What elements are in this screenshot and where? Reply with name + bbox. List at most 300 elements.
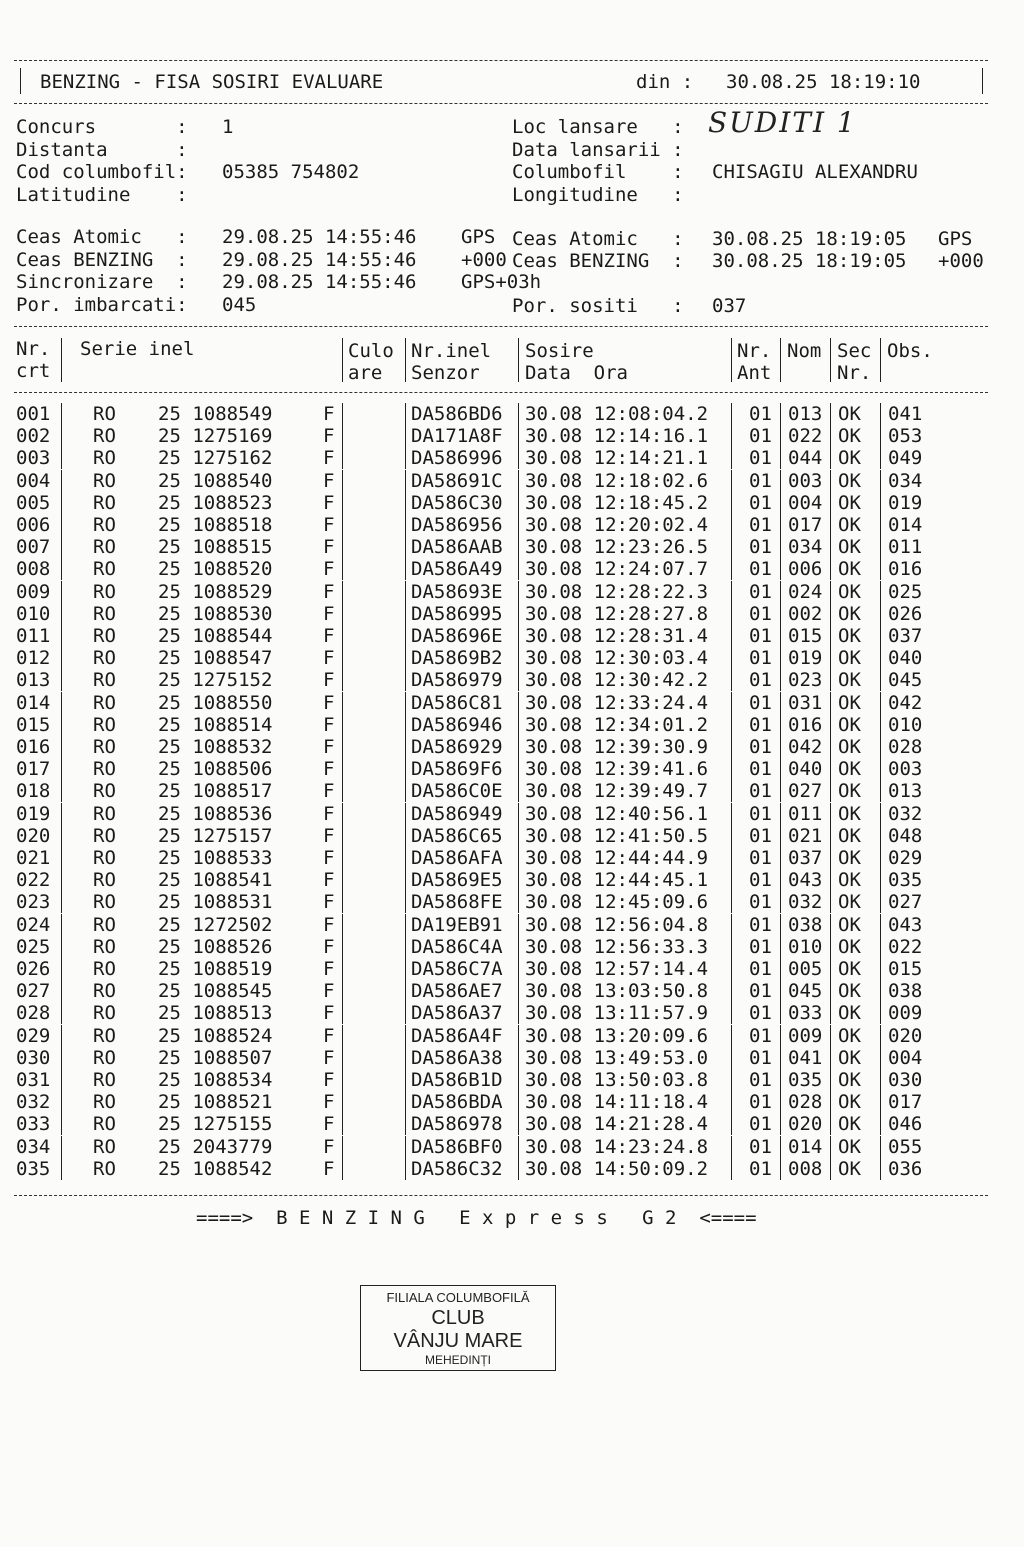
cell-sec-nr: OK (838, 1157, 861, 1180)
col-separator (518, 692, 519, 714)
col-separator (61, 425, 62, 447)
table-row (0, 1002, 1024, 1024)
col-separator (405, 447, 406, 469)
cell-nr-crt: 017 (16, 758, 51, 781)
cell-sosire: 30.08 12:30:03.4 (525, 647, 709, 670)
col-separator (830, 1025, 831, 1047)
col-separator (731, 914, 732, 936)
col-separator (830, 1047, 831, 1069)
col-separator (61, 758, 62, 780)
cell-nom: 004 (788, 491, 823, 514)
cell-nom: 043 (788, 869, 823, 892)
cell-sec-nr: OK (838, 891, 861, 914)
cell-culoare: F (323, 1002, 335, 1025)
col-separator (780, 736, 781, 758)
cell-nr-crt: 026 (16, 958, 51, 980)
cell-nom: 015 (788, 625, 823, 647)
cell-nr-crt: 035 (16, 1157, 51, 1180)
cell-sosire: 30.08 13:50:03.8 (525, 1069, 709, 1091)
cell-serie-country: RO (93, 491, 116, 514)
cell-sec-nr: OK (838, 447, 861, 470)
cell-culoare: F (323, 1024, 335, 1047)
col-separator (518, 669, 519, 691)
col-separator (880, 980, 881, 1002)
cell-obs: 011 (888, 536, 923, 559)
cell-obs: 013 (888, 780, 923, 803)
col-separator (405, 492, 406, 514)
info-label: Longitudine : (512, 183, 684, 206)
cell-sosire: 30.08 12:57:14.4 (525, 958, 709, 980)
cell-serie-country: RO (93, 469, 116, 492)
col-separator (518, 447, 519, 469)
cell-sec-nr: OK (838, 1024, 861, 1047)
divider (14, 1195, 988, 1196)
clock-value: 30.08.25 18:19:05 (712, 250, 907, 272)
cell-serie-inel: 25 1088506 (158, 758, 273, 781)
cell-sec-nr: OK (838, 403, 861, 425)
cell-culoare: F (323, 491, 335, 514)
cell-obs: 028 (888, 736, 923, 758)
report-title: BENZING - FISA SOSIRI EVALUARE (40, 71, 384, 93)
cell-nom: 020 (788, 1113, 823, 1136)
col-separator (405, 581, 406, 603)
col-separator (880, 338, 881, 382)
cell-nr-ant: 01 (749, 913, 772, 936)
col-separator (518, 891, 519, 913)
cell-culoare: F (323, 403, 335, 425)
cell-nr-inel-senzor: DA586C30 (411, 491, 503, 514)
cell-nr-crt: 030 (16, 1046, 51, 1069)
cell-culoare: F (323, 736, 335, 758)
cell-sec-nr: OK (838, 691, 861, 714)
cell-sosire: 30.08 12:41:50.5 (525, 824, 709, 847)
club-stamp (360, 1285, 556, 1371)
cell-sec-nr: OK (838, 736, 861, 758)
cell-serie-inel: 25 1088532 (158, 736, 273, 758)
cell-serie-inel: 25 1088520 (158, 558, 273, 581)
col-separator (61, 625, 62, 647)
col-separator (61, 558, 62, 580)
table-row (0, 403, 1024, 425)
divider (14, 60, 988, 61)
col-separator (405, 891, 406, 913)
col-separator (731, 338, 732, 382)
cell-nr-crt: 021 (16, 847, 51, 869)
col-separator (518, 1091, 519, 1113)
cell-nom: 005 (788, 958, 823, 980)
col-separator (61, 492, 62, 514)
cell-nr-crt: 018 (16, 780, 51, 803)
col-separator (342, 980, 343, 1002)
col-separator (780, 758, 781, 780)
col-separator (342, 736, 343, 758)
col-separator (780, 514, 781, 536)
cell-nom: 041 (788, 1046, 823, 1069)
cell-nom: 035 (788, 1069, 823, 1091)
col-separator (518, 780, 519, 802)
col-separator (405, 825, 406, 847)
cell-nr-inel-senzor: DA586C32 (411, 1157, 503, 1180)
cell-sec-nr: OK (838, 758, 861, 781)
cell-sec-nr: OK (838, 536, 861, 559)
cell-culoare: F (323, 425, 335, 448)
col-separator (518, 1158, 519, 1180)
cell-culoare: F (323, 958, 335, 980)
cell-sec-nr: OK (838, 713, 861, 736)
cell-sec-nr: OK (838, 491, 861, 514)
cell-culoare: F (323, 780, 335, 803)
col-separator (830, 847, 831, 869)
col-separator (518, 803, 519, 825)
col-separator (880, 803, 881, 825)
cell-sec-nr: OK (838, 980, 861, 1003)
cell-serie-inel: 25 1088518 (158, 514, 273, 536)
cell-nr-ant: 01 (749, 536, 772, 559)
col-separator (342, 338, 343, 382)
cell-serie-country: RO (93, 1113, 116, 1136)
col-separator (518, 603, 519, 625)
col-separator (830, 558, 831, 580)
info-label: Concurs : (16, 116, 188, 138)
cell-serie-inel: 25 1275152 (158, 669, 273, 692)
cell-nom: 002 (788, 602, 823, 625)
col-separator (830, 714, 831, 736)
cell-nr-crt: 012 (16, 647, 51, 670)
cell-obs: 015 (888, 958, 923, 980)
col-separator (61, 891, 62, 913)
col-separator (342, 958, 343, 980)
col-separator (61, 514, 62, 536)
col-separator (830, 980, 831, 1002)
cell-sosire: 30.08 12:56:33.3 (525, 935, 709, 958)
cell-culoare: F (323, 602, 335, 625)
col-separator (61, 869, 62, 891)
info-value: CHISAGIU ALEXANDRU (712, 161, 918, 183)
table-row (0, 914, 1024, 936)
cell-nr-ant: 01 (749, 1135, 772, 1158)
col-separator (780, 625, 781, 647)
cell-culoare: F (323, 758, 335, 781)
cell-serie-country: RO (93, 425, 116, 448)
col-separator (342, 1113, 343, 1135)
col-separator (830, 1136, 831, 1158)
col-separator (405, 936, 406, 958)
cell-obs: 046 (888, 1113, 923, 1136)
col-separator (518, 470, 519, 492)
col-separator (880, 914, 881, 936)
cell-sec-nr: OK (838, 514, 861, 536)
cell-obs: 025 (888, 580, 923, 603)
cell-nr-inel-senzor: DA586C65 (411, 824, 503, 847)
cell-nr-ant: 01 (749, 869, 772, 892)
cell-nr-crt: 001 (16, 403, 51, 425)
col-separator (518, 1002, 519, 1024)
clock-value: 045 (222, 293, 257, 316)
col-separator (405, 914, 406, 936)
cell-nr-inel-senzor: DA586929 (411, 736, 503, 758)
clock-value: 037 (712, 295, 747, 317)
col-separator (61, 914, 62, 936)
col-separator (405, 425, 406, 447)
cell-nr-ant: 01 (749, 1024, 772, 1047)
clock-value: 30.08.25 18:19:05 (712, 228, 907, 250)
col-separator (405, 869, 406, 891)
cell-nr-crt: 034 (16, 1135, 51, 1158)
cell-culoare: F (323, 824, 335, 847)
clock-suffix: +000 (461, 248, 507, 271)
footer-brand: ====> B E N Z I N G E x p r e s s G 2 <==== (196, 1207, 757, 1229)
cell-sosire: 30.08 14:23:24.8 (525, 1135, 709, 1158)
table-row (0, 825, 1024, 847)
cell-serie-country: RO (93, 958, 116, 980)
col-separator (780, 1091, 781, 1113)
col-separator (342, 625, 343, 647)
col-separator (830, 669, 831, 691)
cell-nr-inel-senzor: DA5868FE (411, 891, 503, 914)
cell-nr-ant: 01 (749, 891, 772, 914)
cell-nr-inel-senzor: DA586AE7 (411, 980, 503, 1003)
col-separator (342, 647, 343, 669)
cell-culoare: F (323, 891, 335, 914)
cell-serie-inel: 25 1088523 (158, 491, 273, 514)
cell-nr-crt: 032 (16, 1091, 51, 1114)
col-separator (342, 1047, 343, 1069)
col-separator (61, 980, 62, 1002)
col-separator (731, 1025, 732, 1047)
col-separator (830, 1069, 831, 1091)
cell-nom: 033 (788, 1002, 823, 1025)
col-separator (518, 914, 519, 936)
cell-nr-inel-senzor: DA58696E (411, 625, 503, 647)
cell-sec-nr: OK (838, 1135, 861, 1158)
col-separator (61, 736, 62, 758)
col-separator (880, 1025, 881, 1047)
cell-obs: 045 (888, 669, 923, 692)
table-row (0, 1025, 1024, 1047)
cell-sec-nr: OK (838, 647, 861, 670)
cell-nr-inel-senzor: DA58691C (411, 469, 503, 492)
col-separator (830, 692, 831, 714)
cell-sosire: 30.08 12:28:31.4 (525, 625, 709, 647)
cell-obs: 019 (888, 491, 923, 514)
cell-serie-inel: 25 1275169 (158, 425, 273, 448)
cell-nr-crt: 031 (16, 1069, 51, 1091)
col-separator (780, 338, 781, 382)
col-separator (405, 1002, 406, 1024)
cell-sosire: 30.08 12:18:45.2 (525, 491, 709, 514)
cell-nr-inel-senzor: DA586995 (411, 602, 503, 625)
cell-sec-nr: OK (838, 1069, 861, 1091)
cell-nr-crt: 023 (16, 891, 51, 914)
cell-obs: 010 (888, 713, 923, 736)
cell-nr-ant: 01 (749, 403, 772, 425)
cell-nr-inel-senzor: DA586979 (411, 669, 503, 692)
cell-serie-country: RO (93, 713, 116, 736)
col-separator (880, 514, 881, 536)
info-label: Latitudine : (16, 183, 188, 206)
col-separator (518, 647, 519, 669)
col-ant: Ant (737, 362, 772, 384)
cell-sec-nr: OK (838, 1113, 861, 1136)
cell-serie-country: RO (93, 602, 116, 625)
cell-culoare: F (323, 1157, 335, 1180)
table-row (0, 581, 1024, 603)
cell-nr-ant: 01 (749, 647, 772, 670)
col-separator (830, 425, 831, 447)
col-separator (880, 891, 881, 913)
cell-sosire: 30.08 12:44:44.9 (525, 847, 709, 869)
col-separator (405, 714, 406, 736)
cell-obs: 020 (888, 1024, 923, 1047)
col-separator (780, 1113, 781, 1135)
col-separator (405, 1091, 406, 1113)
cell-sec-nr: OK (838, 780, 861, 803)
cell-culoare: F (323, 580, 335, 603)
col-obs: Obs. (887, 340, 933, 362)
cell-nr-ant: 01 (749, 1157, 772, 1180)
col-separator (61, 1002, 62, 1024)
col-separator (61, 403, 62, 425)
cell-culoare: F (323, 625, 335, 647)
col-nom: Nom (787, 340, 822, 362)
col-separator (405, 536, 406, 558)
col-separator (731, 425, 732, 447)
din-label: din : (636, 71, 694, 93)
cell-sec-nr: OK (838, 625, 861, 647)
table-row (0, 558, 1024, 580)
col-separator (518, 492, 519, 514)
col-separator (880, 669, 881, 691)
cell-nom: 037 (788, 847, 823, 869)
cell-sosire: 30.08 12:14:16.1 (525, 425, 709, 448)
cell-serie-country: RO (93, 1024, 116, 1047)
cell-nr-ant: 01 (749, 691, 772, 714)
cell-serie-country: RO (93, 869, 116, 892)
cell-nr-ant: 01 (749, 1091, 772, 1114)
cell-serie-country: RO (93, 824, 116, 847)
cell-obs: 042 (888, 691, 923, 714)
col-separator (830, 1113, 831, 1135)
cell-nr-crt: 024 (16, 913, 51, 936)
cell-serie-inel: 25 1088524 (158, 1024, 273, 1047)
col-separator (731, 470, 732, 492)
cell-nr-crt: 015 (16, 713, 51, 736)
col-separator (518, 581, 519, 603)
cell-nr-ant: 01 (749, 447, 772, 470)
cell-sosire: 30.08 12:40:56.1 (525, 802, 709, 825)
cell-serie-country: RO (93, 1046, 116, 1069)
cell-obs: 022 (888, 935, 923, 958)
divider (14, 392, 988, 393)
col-separator (731, 581, 732, 603)
col-separator (342, 780, 343, 802)
cell-nr-crt: 027 (16, 980, 51, 1003)
cell-serie-country: RO (93, 802, 116, 825)
cell-nr-crt: 020 (16, 824, 51, 847)
col-separator (830, 869, 831, 891)
col-separator (731, 647, 732, 669)
cell-nr-ant: 01 (749, 736, 772, 758)
cell-obs: 027 (888, 891, 923, 914)
col-separator (342, 470, 343, 492)
info-value: 1 (222, 116, 234, 138)
cell-serie-inel: 25 1275157 (158, 824, 273, 847)
col-separator (780, 914, 781, 936)
table-row (0, 692, 1024, 714)
cell-nom: 034 (788, 536, 823, 559)
cell-serie-inel: 25 1088534 (158, 1069, 273, 1091)
cell-sosire: 30.08 12:39:49.7 (525, 780, 709, 803)
col-separator (731, 1136, 732, 1158)
cell-nom: 010 (788, 935, 823, 958)
table-row (0, 536, 1024, 558)
col-separator (780, 558, 781, 580)
col-nr-ant: Nr. (737, 340, 772, 362)
info-label: Distanta : (16, 138, 188, 161)
table-row (0, 1047, 1024, 1069)
cell-serie-inel: 25 1088549 (158, 403, 273, 425)
col-separator (780, 403, 781, 425)
cell-nom: 006 (788, 558, 823, 581)
cell-nom: 028 (788, 1091, 823, 1114)
col-separator (830, 914, 831, 936)
col-separator (780, 581, 781, 603)
col-separator (342, 891, 343, 913)
cell-nr-inel-senzor: DA586C4A (411, 935, 503, 958)
col-separator (342, 714, 343, 736)
cell-serie-inel: 25 1088540 (158, 469, 273, 492)
cell-nr-crt: 029 (16, 1024, 51, 1047)
cell-serie-inel: 25 1088542 (158, 1157, 273, 1180)
col-separator (830, 514, 831, 536)
cell-serie-country: RO (93, 647, 116, 670)
clock-label: Ceas BENZING : (512, 250, 684, 272)
cell-serie-country: RO (93, 980, 116, 1003)
cell-nr-inel-senzor: DA586BF0 (411, 1135, 503, 1158)
cell-sec-nr: OK (838, 1002, 861, 1025)
col-separator (780, 1002, 781, 1024)
col-separator (880, 736, 881, 758)
cell-nr-crt: 033 (16, 1113, 51, 1136)
col-separator (518, 536, 519, 558)
col-separator (342, 1136, 343, 1158)
col-separator (880, 558, 881, 580)
col-separator (731, 714, 732, 736)
cell-serie-country: RO (93, 536, 116, 559)
cell-nr-ant: 01 (749, 514, 772, 536)
col-separator (405, 1047, 406, 1069)
table-row (0, 1158, 1024, 1180)
col-separator (405, 647, 406, 669)
col-separator (830, 470, 831, 492)
cell-nr-inel-senzor: DA586A4F (411, 1024, 503, 1047)
col-separator (731, 980, 732, 1002)
clock-value: 29.08.25 14:55:46 (222, 248, 417, 271)
col-separator (405, 603, 406, 625)
cell-serie-country: RO (93, 447, 116, 470)
cell-sosire: 30.08 13:11:57.9 (525, 1002, 709, 1025)
col-separator (342, 536, 343, 558)
col-separator (731, 603, 732, 625)
cell-nr-ant: 01 (749, 802, 772, 825)
clock-label: Ceas BENZING : (16, 248, 188, 271)
cell-serie-inel: 25 1088526 (158, 935, 273, 958)
table-row (0, 958, 1024, 980)
col-separator (880, 625, 881, 647)
cell-nr-inel-senzor: DA586C0E (411, 780, 503, 803)
cell-culoare: F (323, 1091, 335, 1114)
col-separator (405, 403, 406, 425)
